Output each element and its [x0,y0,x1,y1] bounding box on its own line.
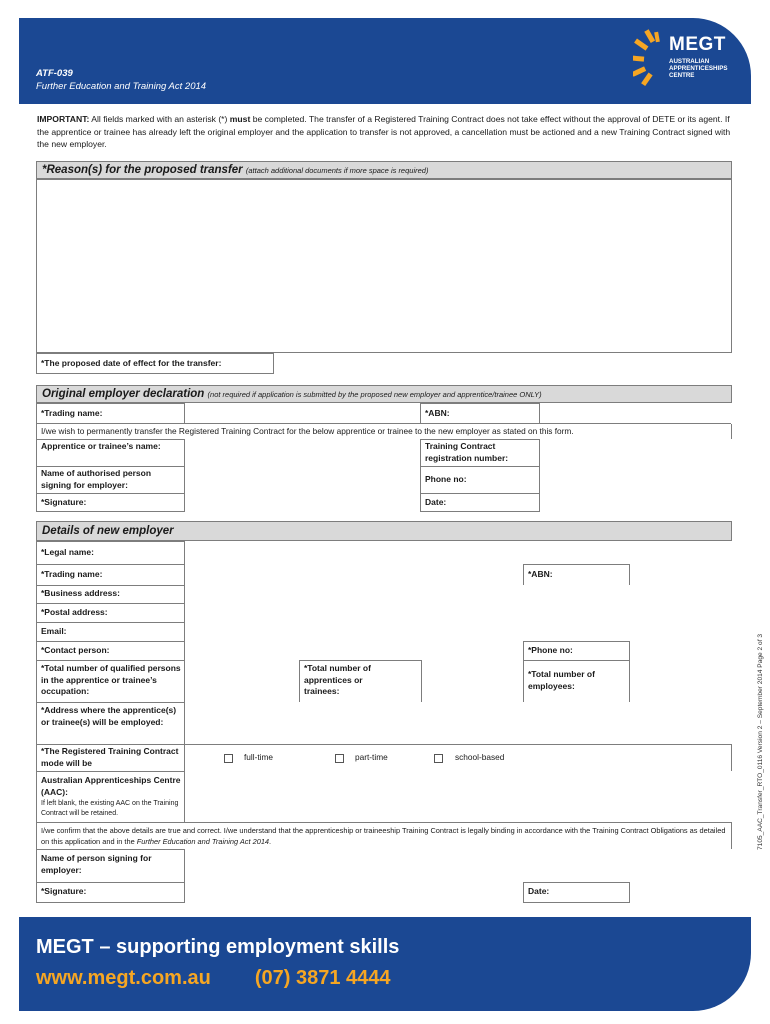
new-contract-mode-label: *The Registered Training Contract mode will be [41,746,179,768]
reasons-note: (attach additional documents if more space is required) [245,166,429,175]
header-banner [19,18,751,104]
new-business-address-field[interactable] [184,585,732,603]
important-lead: IMPORTANT: [37,114,90,124]
confirm-act: Further Education and Training Act 2014 [136,837,270,846]
new-signer-name-label: Name of person signing for employer: [41,853,152,875]
footer-phone: (07) 3871 4444 [254,967,391,989]
new-signature-field[interactable] [184,882,524,903]
orig-abn-field[interactable] [539,403,732,424]
orig-apprentice-label: Apprentice or trainee’s name: [41,441,161,451]
important-notice [37,113,737,151]
original-employer-table [36,403,732,512]
orig-signature-field[interactable] [184,493,421,512]
new-employer-title: Details of new employer [42,525,174,537]
new-email-field[interactable] [184,622,732,641]
new-trading-name-label: *Trading name: [41,569,103,579]
new-signature-label: *Signature: [41,886,87,896]
orig-date-label: Date: [425,497,447,507]
new-trading-name-field[interactable] [184,564,524,585]
new-postal-address-label: *Postal address: [41,607,108,617]
footer-tagline: MEGT – supporting employment skills [36,936,400,958]
original-title-bar [36,385,732,403]
full-time-checkbox[interactable] [224,754,233,763]
footer-contact [36,967,391,990]
new-total-employees-label: *Total number of employees: [528,669,595,691]
new-aac-field[interactable] [184,771,732,822]
orig-trading-name-field[interactable] [184,403,421,424]
new-abn-field[interactable] [629,564,732,585]
new-aac-label: Australian Apprenticeships Centre (AAC): [41,775,181,797]
transfer-date-field[interactable] [274,353,732,374]
orig-trading-name-label: *Trading name: [41,408,103,418]
footer-banner [19,917,751,1011]
new-qualified-field[interactable] [184,660,300,702]
orig-reg-number-label: Training Contract registration number: [425,441,509,463]
important-must: must [229,114,251,124]
new-postal-address-field[interactable] [184,603,732,622]
new-total-apprentices-label: *Total number of apprentices or trainees: [304,663,371,696]
transfer-date-label: *The proposed date of effect for the transfer: [41,358,222,368]
new-legal-name-field[interactable] [184,541,732,564]
new-confirm-text [41,825,729,847]
part-time-checkbox[interactable] [335,754,344,763]
important-text-1: All fields marked with an asterisk (*) [89,114,230,124]
orig-declaration: I/we wish to permanently transfer the Registered Training Contract for the below apprentice or trainee to the new employer as stated on this form. [41,426,574,436]
new-abn-label: *ABN: [528,569,553,579]
new-date-label: Date: [528,886,550,896]
new-total-apprentices-field[interactable] [421,660,524,702]
new-phone-label: *Phone no: [528,645,573,655]
new-address-employed-field[interactable] [184,702,732,744]
important-text-2: be completed. The transfer of a Registered Training Contract does not take effect without the approval of DETE or its agent. If the apprentice or trainee has already left the original employer and the application to transfer is not approved, a cancellation must be actioned and a new Training Contract signed with the new employer. [37,114,731,150]
reasons-title: *Reason(s) for the proposed transfer [42,164,243,176]
orig-abn-label: *ABN: [425,408,450,418]
new-total-employees-field[interactable] [629,660,732,702]
reasons-textarea[interactable] [36,179,732,353]
new-business-address-label: *Business address: [41,588,120,598]
full-time-label: full-time [244,752,274,762]
new-signer-name-field[interactable] [184,849,732,882]
transfer-date-row [36,353,732,374]
new-contact-field[interactable] [184,641,524,660]
act-title: Further Education and Training Act 2014 [36,81,207,92]
orig-authorised-field[interactable] [184,466,421,493]
form-code: ATF-039 [36,68,73,79]
orig-signature-label: *Signature: [41,497,87,507]
new-aac-note: If left blank, the existing AAC on the Training Contract will be retained. [41,800,179,817]
school-based-checkbox[interactable] [434,754,443,763]
orig-authorised-label: Name of authorised person signing for employer: [41,468,152,490]
new-legal-name-label: *Legal name: [41,547,94,557]
confirm-end: . [269,837,272,846]
new-email-label: Email: [41,626,67,636]
new-contact-label: *Contact person: [41,645,110,655]
orig-date-field[interactable] [539,493,732,512]
original-note: (not required if application is submitted by the proposed new employer and apprentice/trainee ONLY) [207,390,542,399]
new-date-field[interactable] [629,882,732,903]
logo-name: MEGT [669,34,726,55]
orig-phone-field[interactable] [539,466,732,493]
orig-reg-number-field[interactable] [539,439,732,466]
orig-apprentice-field[interactable] [184,439,421,466]
confirm-body: I/we confirm that the above details are true and correct. I/we understand that the apprenticeship or traineeship Training Contract is legally binding in accordance with the Training Contract Obligations as detailed on this application and in the [41,826,726,846]
new-phone-field[interactable] [629,641,732,660]
new-qualified-label: *Total number of qualified persons in the apprentice or trainee’s occupation: [41,663,181,696]
part-time-label: part-time [355,752,388,762]
sunburst-icon [633,28,669,90]
new-address-employed-label: *Address where the apprentice(s) or trainee(s) will be employed: [41,705,177,727]
version-side-text: 7105_AAC_Transfer_RTO_0116 Version 2 – September 2014 Page 2 of 3 [757,633,764,850]
new-employer-title-bar [36,521,732,541]
megt-logo [633,28,753,90]
new-employer-table [36,541,732,903]
reasons-title-bar [36,161,732,179]
footer-website-link[interactable]: www.megt.com.au [36,967,211,989]
school-based-label: school-based [455,752,505,762]
original-title: Original employer declaration [42,388,205,400]
logo-subtitle: AUSTRALIAN APPRENTICESHIPS CENTRE [669,58,728,79]
orig-phone-label: Phone no: [425,474,467,484]
